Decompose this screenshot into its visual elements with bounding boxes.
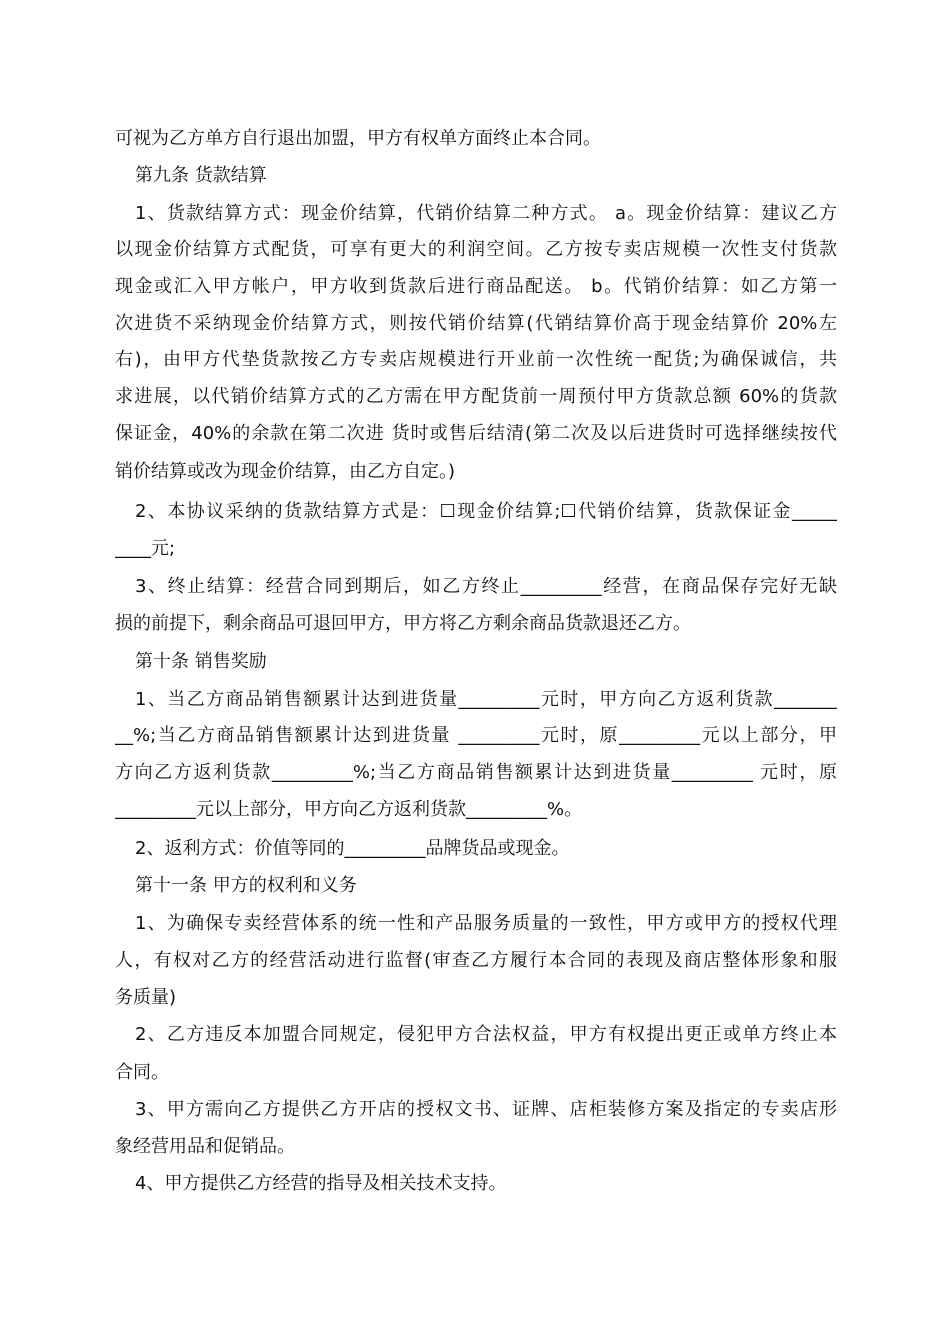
section-heading-10: 第十条 销售奖励 (135, 651, 267, 672)
text-line: 损的前提下，剩余商品可退回甲方，甲方将乙方剩余商品货款退还乙方。 (115, 613, 691, 634)
text-line: 务质量) (115, 987, 177, 1008)
section-heading-9: 第九条 货款结算 (135, 165, 267, 186)
text-line: 2、返利方式：价值等同的_________品牌货品或现金。 (135, 838, 570, 859)
text-line: 4、甲方提供乙方经营的指导及相关技术支持。 (135, 1173, 507, 1194)
text-line: 合同。 (115, 1062, 169, 1083)
text-line: 可视为乙方单方自行退出加盟，甲方有权单方面终止本合同。 (115, 128, 601, 149)
text-line: 2、乙方违反本加盟合同规定，侵犯甲方合法权益，甲方有权提出更正或单方终止本 (135, 1024, 837, 1045)
text-line: 3、终止结算：经营合同到期后，如乙方终止_________经营，在商品保存完好无缺 (135, 576, 837, 597)
text-line: 1、为确保专卖经营体系的统一性和产品服务质量的一致性，甲方或甲方的授权代理 (135, 913, 837, 934)
text-line: 象经营用品和促销品。 (115, 1136, 295, 1157)
text-line: 1、当乙方商品销售额累计达到进货量_________元时，甲方向乙方返利货款_______ (135, 689, 837, 710)
text-line: 2、本协议采纳的货款结算方式是：☐现金价结算;☐代销价结算，货款保证金_____ (135, 501, 837, 522)
text-line: 3、甲方需向乙方提供乙方开店的授权文书、证牌、店柜装修方案及指定的专卖店形 (135, 1099, 837, 1120)
text-line: 次进货不采纳现金价结算方式，则按代销价结算(代销结算价高于现金结算价 20%左 (115, 313, 837, 334)
text-line: 保证金，40%的余款在第二次进 货时或售后结清(第二次及以后进货时可选择继续按代 (115, 423, 837, 444)
text-line: 右)，由甲方代垫货款按乙方专卖店规模进行开业前一次性统一配货;为确保诚信，共 (115, 349, 837, 370)
text-line: 销价结算或改为现金价结算，由乙方自定。) (115, 461, 456, 482)
text-line: 方向乙方返利货款_________%;当乙方商品销售额累计达到进货量_________ 元时，原 (115, 762, 837, 783)
text-line: _________元以上部分，甲方向乙方返利货款_________%。 (115, 799, 583, 820)
text-line: ____元; (115, 538, 176, 559)
text-line: 人，有权对乙方的经营活动进行监督(审查乙方履行本合同的表现及商店整体形象和服 (115, 950, 837, 971)
text-line: __%;当乙方商品销售额累计达到进货量 _________元时，原_________元以上部分，甲 (115, 725, 837, 746)
section-heading-11: 第十一条 甲方的权利和义务 (135, 875, 357, 896)
text-line: 1、货款结算方式：现金价结算，代销价结算二种方式。 a。现金价结算：建议乙方 (135, 203, 837, 224)
text-line: 现金或汇入甲方帐户，甲方收到货款后进行商品配送。 b。代销价结算：如乙方第一 (115, 276, 837, 297)
text-line: 以现金价结算方式配货，可享有更大的利润空间。乙方按专卖店规模一次性支付货款 (115, 239, 837, 260)
text-line: 求进展，以代销价结算方式的乙方需在甲方配货前一周预付甲方货款总额 60%的货款 (115, 386, 837, 407)
